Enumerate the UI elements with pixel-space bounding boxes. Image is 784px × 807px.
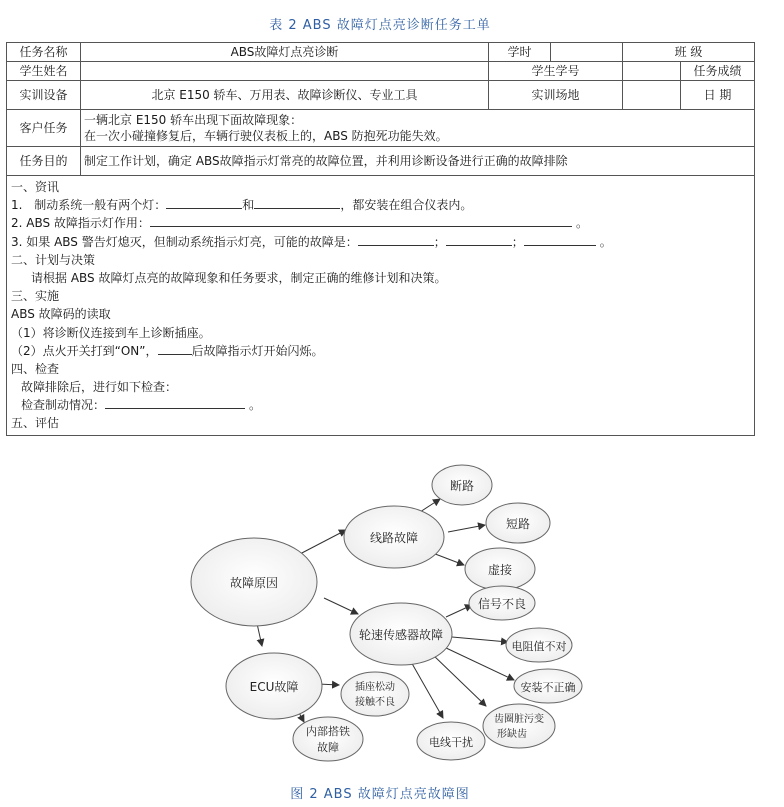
answer-blank[interactable] [105, 396, 245, 409]
node-open-label: 断路 [449, 479, 475, 493]
implement-step-2-text: （2）点火开关打到“ON”， [11, 343, 158, 358]
question-2 [11, 214, 750, 232]
answer-blank[interactable] [254, 196, 340, 209]
section-check-title: 四、检查 [11, 361, 60, 376]
class-label: 班 级 [623, 43, 755, 62]
separator: ； [511, 234, 524, 249]
student-name-label: 学生姓名 [7, 62, 81, 81]
question-3 [11, 233, 750, 251]
table-row [7, 147, 755, 176]
question-1-connector: 和 [242, 198, 255, 213]
node-gear-label-1: 齿圈脏污变 [494, 714, 544, 725]
question-2-end: 。 [575, 216, 588, 231]
task-name-label: 任务名称 [7, 43, 81, 62]
section-evaluate-title: 五、评估 [11, 416, 60, 431]
hours-value [551, 43, 623, 62]
question-3-text: 3. 如果 ABS 警告灯熄灭，但制动系统指示灯亮，可能的故障是： [11, 234, 358, 249]
node-loose-label: 虚接 [487, 563, 513, 577]
separator: ； [433, 234, 446, 249]
customer-task-value [81, 110, 755, 147]
student-id-label: 学生学号 [489, 62, 623, 81]
check-line-2-end: 。 [249, 398, 262, 413]
node-root-label: 故障原因 [229, 576, 279, 590]
node-iron-label-1: 内部搭铁 [306, 725, 350, 738]
site-label: 实训场地 [489, 81, 623, 110]
section-info-title: 一、资讯 [11, 180, 60, 194]
table-row [7, 43, 755, 62]
check-line-1: 故障排除后，进行如下检查： [21, 380, 178, 395]
implement-step-2 [11, 342, 750, 360]
node-iron-label-2: 故障 [317, 741, 339, 754]
table-row [7, 176, 755, 436]
customer-task-line: 一辆北京 E150 轿车出现下面故障现象： [84, 113, 303, 127]
answer-blank[interactable] [524, 233, 596, 246]
section-plan-title: 二、计划与决策 [11, 252, 96, 267]
student-name-value [81, 62, 489, 81]
table-row [7, 110, 755, 147]
answer-blank[interactable] [166, 196, 242, 209]
question-1-tail: ，都安装在组合仪表内。 [340, 198, 473, 213]
section-implement-subtitle: ABS 故障码的读取 [11, 307, 111, 322]
node-signal-label: 信号不良 [477, 597, 527, 611]
node-plug-bubble [341, 672, 409, 716]
implement-step-2-tail: 后故障指示灯开始闪烁。 [191, 343, 324, 358]
table-row [7, 62, 755, 81]
implement-step-1: （1）将诊断仪连接到车上诊断插座。 [11, 325, 211, 340]
fault-cause-diagram [0, 462, 784, 780]
student-id-value [623, 62, 681, 81]
node-plug-label-2: 接触不良 [355, 697, 395, 708]
question-1-text: 制动系统一般有两个灯： [34, 198, 167, 213]
equipment-label: 实训设备 [7, 81, 81, 110]
answer-blank[interactable] [150, 214, 572, 227]
date-label: 日 期 [681, 81, 755, 110]
customer-task-line: 在一次小碰撞修复后，车辆行驶仪表板上的，ABS 防抱死功能失效。 [84, 129, 448, 143]
worksheet-body [7, 176, 755, 436]
table-caption: 表 2 ABS 故障灯点亮诊断任务工单 [269, 18, 491, 33]
question-3-end: 。 [599, 234, 612, 249]
question-1 [11, 196, 750, 214]
task-work-order-table [6, 42, 755, 436]
question-1-number: 1. [11, 198, 23, 213]
question-2-text: 2. ABS 故障指示灯作用： [11, 216, 150, 231]
site-value [623, 81, 681, 110]
task-purpose-value: 制定工作计划，确定 ABS故障指示灯常亮的故障位置，并利用诊断设备进行正确的故障排除 [81, 147, 755, 176]
section-implement-title: 三、实施 [11, 289, 60, 304]
node-resistance-label: 电阻值不对 [511, 640, 567, 653]
section-plan-text: 请根据 ABS 故障灯点亮的故障现象和任务要求，制定正确的维修计划和决策。 [31, 270, 447, 285]
node-sensor-label: 轮速传感器故障 [358, 628, 444, 642]
node-install-label: 安装不正确 [520, 681, 576, 694]
check-line-2-text: 检查制动情况： [21, 398, 106, 413]
node-ecu-label: ECU故障 [249, 680, 299, 694]
answer-blank[interactable] [158, 342, 192, 355]
check-line-2 [11, 396, 750, 414]
figure-caption: 图 2 ABS 故障灯点亮故障图 [290, 787, 470, 802]
table-row [7, 81, 755, 110]
answer-blank[interactable] [358, 233, 434, 246]
hours-label: 学时 [489, 43, 551, 62]
node-short-label: 短路 [505, 517, 531, 531]
task-purpose-label: 任务目的 [7, 147, 81, 176]
node-wire-label: 电线干扰 [429, 736, 473, 749]
node-gear-label-2: 形缺齿 [497, 729, 527, 740]
node-plug-label-1: 插座松动 [355, 682, 395, 693]
task-name-value: ABS故障灯点亮诊断 [81, 43, 489, 62]
customer-task-label: 客户任务 [7, 110, 81, 147]
answer-blank[interactable] [446, 233, 512, 246]
grade-label: 任务成绩 [681, 62, 755, 81]
node-iron-bubble [293, 717, 363, 761]
equipment-value: 北京 E150 轿车、万用表、故障诊断仪、专业工具 [81, 81, 489, 110]
node-gear-bubble [483, 704, 555, 748]
node-wiring-label: 线路故障 [369, 531, 419, 545]
